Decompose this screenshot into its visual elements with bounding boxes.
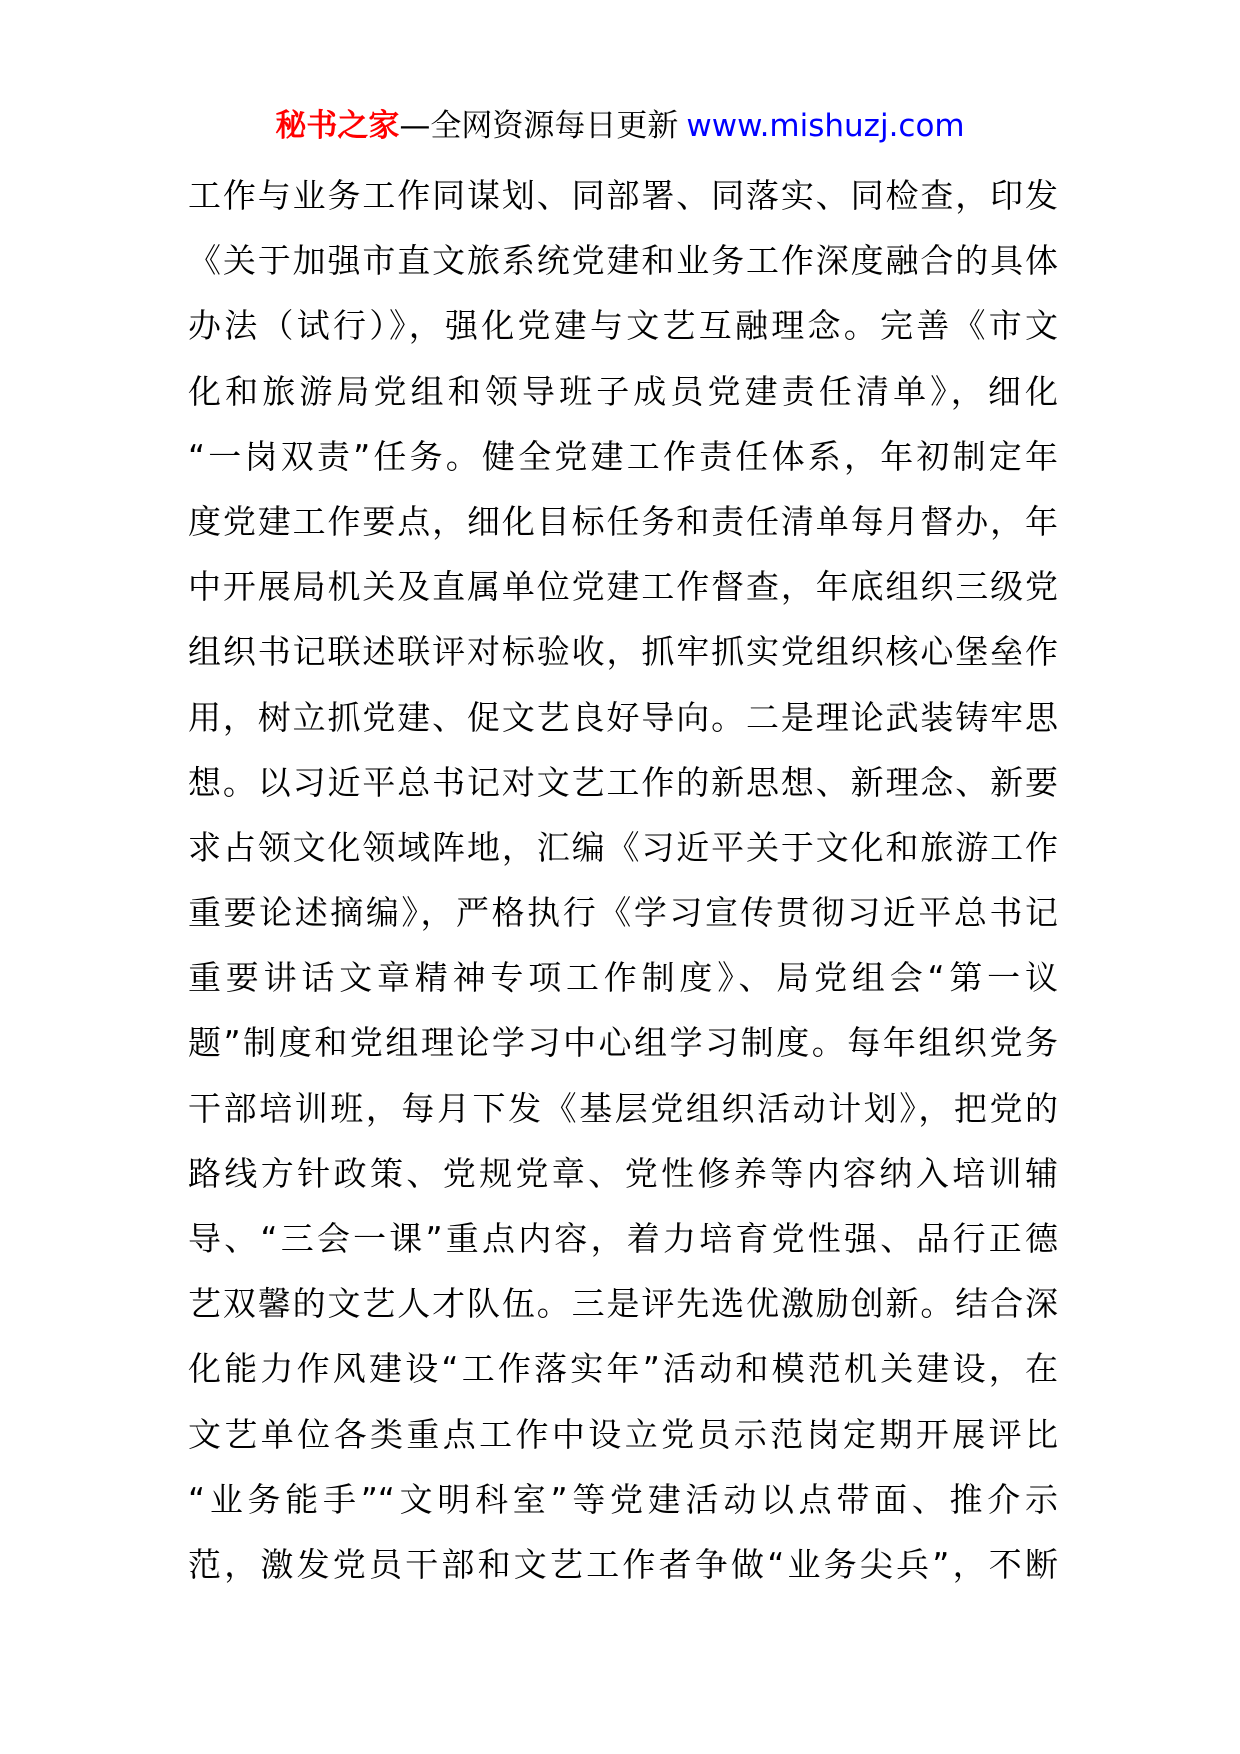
text-line: 导、“三会一课”重点内容，着力培育党性强、品行正德: [188, 1219, 1058, 1258]
page-header: [0, 104, 1240, 148]
text-line: 范，激发党员干部和文艺工作者争做“业务尖兵”，不断: [188, 1544, 1058, 1584]
text-line: 求占领文化领域阵地，汇编《习近平关于文化和旅游工作: [188, 827, 1058, 867]
text-line: 题”制度和党组理论学习中心组学习制度。每年组织党务: [188, 1023, 1058, 1063]
text-line: 用，树立抓党建、促文艺良好导向。二是理论武装铸牢思: [188, 697, 1058, 737]
header-tagline: —全网资源每日更新: [399, 108, 679, 144]
text-line: 文艺单位各类重点工作中设立党员示范岗定期开展评比: [188, 1414, 1058, 1454]
brand-name: 秘书之家: [275, 108, 400, 144]
text-line: 想。以习近平总书记对文艺工作的新思想、新理念、新要: [188, 762, 1058, 802]
text-line: 化能力作风建设“工作落实年”活动和模范机关建设，在: [188, 1349, 1058, 1389]
text-line: 办法（试行）》，强化党建与文艺互融理念。完善《市文: [188, 306, 1058, 346]
document-body: [188, 163, 1058, 1597]
text-line: 艺双馨的文艺人才队伍。三是评先选优激励创新。结合深: [188, 1284, 1058, 1324]
text-line: “业务能手”“文明科室”等党建活动以点带面、推介示: [188, 1479, 1058, 1519]
text-line: 《关于加强市直文旅系统党建和业务工作深度融合的具体: [188, 241, 1058, 281]
text-line: 路线方针政策、党规党章、党性修养等内容纳入培训辅: [188, 1153, 1058, 1193]
text-line: 中开展局机关及直属单位党建工作督查，年底组织三级党: [188, 567, 1058, 607]
text-line: 重要论述摘编》，严格执行《学习宣传贯彻习近平总书记: [188, 893, 1058, 933]
text-line: 干部培训班，每月下发《基层党组织活动计划》，把党的: [188, 1088, 1058, 1128]
text-line: 化和旅游局党组和领导班子成员党建责任清单》，细化: [188, 371, 1058, 411]
text-line: 组织书记联述联评对标验收，抓牢抓实党组织核心堡垒作: [188, 632, 1058, 672]
text-line: 工作与业务工作同谋划、同部署、同落实、同检查，印发: [188, 176, 1058, 215]
text-line: “一岗双责”任务。健全党建工作责任体系，年初制定年: [188, 436, 1058, 476]
text-line: 重要讲话文章精神专项工作制度》、局党组会“第一议: [188, 958, 1058, 998]
text-line: 度党建工作要点，细化目标任务和责任清单每月督办，年: [188, 501, 1058, 541]
website-link[interactable]: www.mishuzj.com: [686, 108, 965, 144]
